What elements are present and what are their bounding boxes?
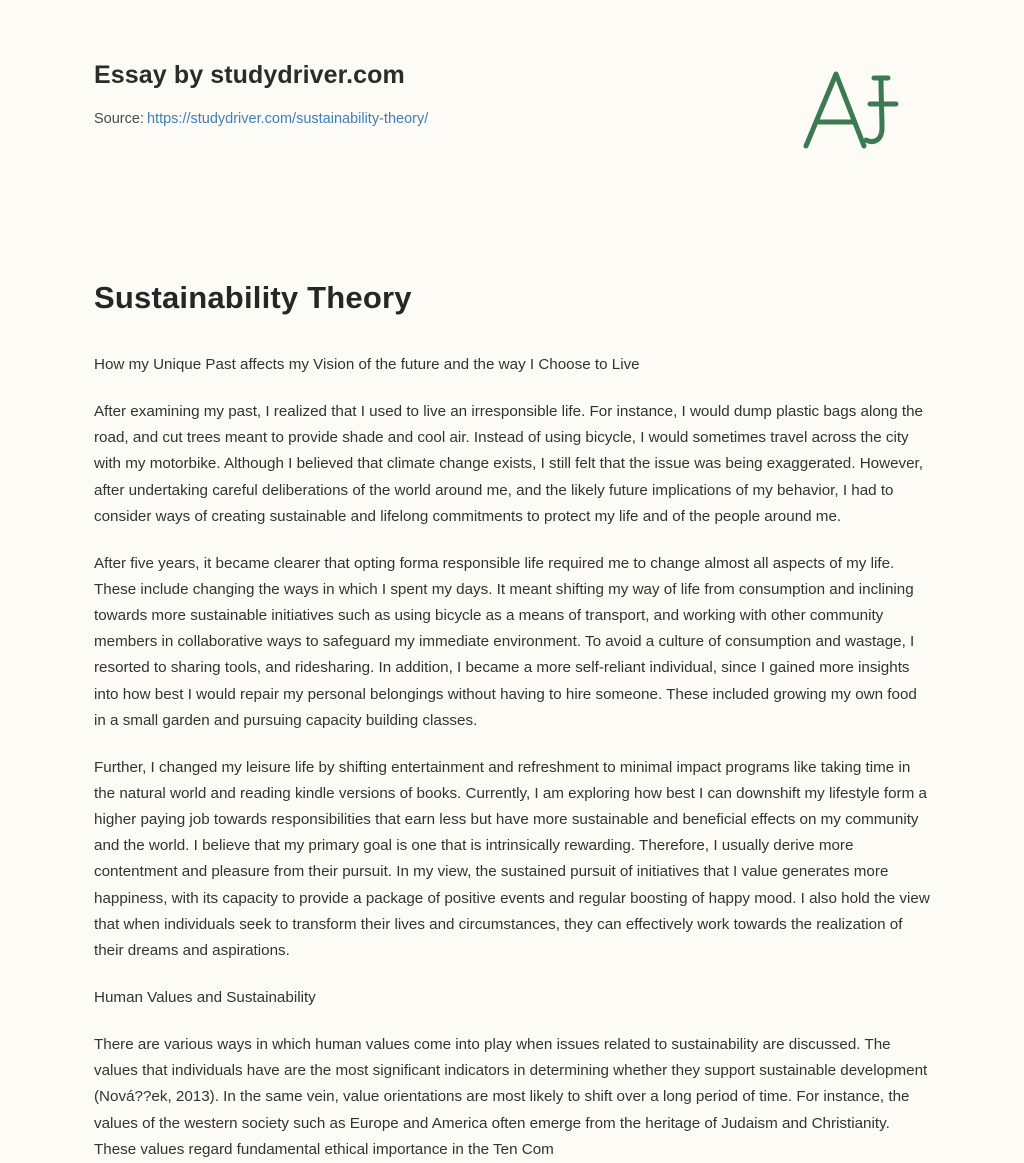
body-paragraph: After examining my past, I realized that I used to live an irresponsible life. For instance, I would dump plastic bags along the road, and cut trees meant to provide shade and cool air. Instead of using bicycle, I would sometimes travel across the city with my motorbike. Although I believed that climate change exists, I still felt that the issue was being exaggerated. However, after undertaking careful deliberations of the world around me, and the likely future implications of my behavior, I had to consider ways of creating sustainable and lifelong commitments to protect my life and of the people around me. [94, 403, 924, 525]
header-text-block [94, 58, 428, 127]
source-url-link[interactable]: https://studydriver.com/sustainability-theory/ [146, 111, 429, 127]
document-body [94, 352, 930, 1163]
body-paragraph: Further, I changed my leisure life by shifting entertainment and refreshment to minimal impact programs like taking time in the natural world and reading kindle versions of books. Currently, I am exploring how best I can downshift my lifestyle form a higher paying job towards responsibilities that earn less but have more sustainable and beneficial effects on my community and the world. I believe that my primary goal is one that is intrinsically rewarding. Therefore, I usually derive more contentment and pleasure from their pursuit. In my view, the sustained pursuit of initiatives that I value generates more happiness, with its capacity to provide a package of positive events and regular boosting of happy mood. I also hold the view that when individuals seek to transform their lives and circumstances, they can effectively work towards the realization of their dreams and aspirations. [94, 758, 930, 959]
byline: Essay by studydriver.com [94, 61, 405, 89]
source-line [94, 111, 428, 127]
document-header [94, 58, 930, 156]
source-label: Source: [94, 111, 144, 127]
page-title: Sustainability Theory [94, 280, 412, 315]
aj-monogram-logo-icon [796, 64, 916, 156]
body-paragraph: Human Values and Sustainability [94, 988, 316, 1006]
body-paragraph: How my Unique Past affects my Vision of the future and the way I Choose to Live [94, 356, 640, 373]
body-paragraph: After five years, it became clearer that opting forma responsible life required me to change almost all aspects of my life. These include changing the ways in which I spent my days. It meant shifting my way of life from consumption and inclining towards more sustainable initiatives such as using bicycle as a means of transport, and working with other community members in collaborative ways to safeguard my immediate environment. To avoid a culture of consumption and wastage, I resorted to sharing tools, and ridesharing. In addition, I became a more self-reliant individual, since I gained more insights into how best I would repair my personal belongings without having to hire someone. These included growing my own food in a small garden and pursuing capacity building classes. [94, 554, 917, 729]
body-paragraph: There are various ways in which human values come into play when issues related to sustainability are discussed. The values that individuals have are the most significant indicators in determining whether they support sustainable development (Nová??ek, 2013). In the same vein, value orientations are most likely to shift over a long period of time. For instance, the values of the western society such as Europe and America often emerge from the heritage of Judaism and Christianity. These values regard fundamental ethical importance in the Ten Com [94, 1036, 928, 1158]
